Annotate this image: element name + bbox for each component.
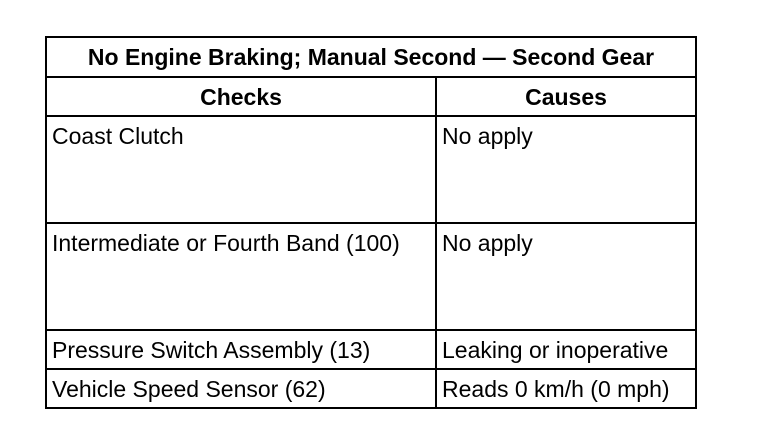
cause-text: No apply [442,123,533,149]
table-row [46,116,696,223]
header-row [46,77,696,116]
causes-header: Causes [436,77,696,116]
check-text: Pressure Switch Assembly (13) [52,337,371,363]
cause-cell [436,223,696,330]
cause-text: Reads 0 km/h (0 mph) [442,376,670,402]
cause-text: No apply [442,230,533,256]
cause-cell [436,330,696,369]
diagnostic-table [45,36,697,409]
cause-text: Leaking or inoperative [442,337,669,363]
table-row [46,223,696,330]
check-cell [46,116,436,223]
table-row [46,330,696,369]
checks-header: Checks [46,77,436,116]
cause-cell [436,116,696,223]
check-cell [46,223,436,330]
check-text: Intermediate or Fourth Band (100) [52,230,400,256]
title-row [46,37,696,77]
check-text: Vehicle Speed Sensor (62) [52,376,326,402]
table-row [46,369,696,408]
check-cell [46,330,436,369]
check-text: Coast Clutch [52,123,184,149]
check-cell [46,369,436,408]
table-title: No Engine Braking; Manual Second — Second Gear [46,37,696,77]
cause-cell [436,369,696,408]
